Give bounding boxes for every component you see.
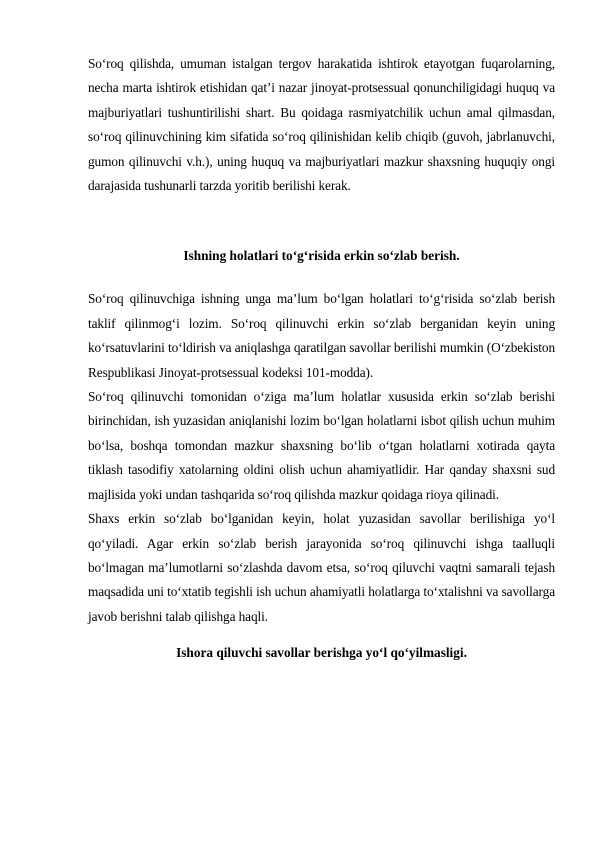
- paragraph-free-narration-offer: So‘roq qilinuvchiga ishning unga ma’lum bo‘lgan holatlari to‘g‘risida so‘zlab berish taklif qilinmog‘i lozim. So‘roq qilinuvchi erkin so‘zlab berganidan keyin uning ko‘rsatuvlarini to‘ldirish va aniqlashga qaratilgan savollar berilishi mumkin (O‘zbekiston Respublikasi Jinoyat-protsessual kodeksi 101-modda).: [88, 291, 555, 380]
- paragraph-questions-after-narration: Shaxs erkin so‘zlab bo‘lganidan keyin, holat yuzasidan savollar berilishiga yo‘l qo‘yiladi. Agar erkin so‘zlab berish jarayonida so‘roq qilinuvchi ishga taalluqli bo‘lmagan ma’lumotlarni so‘zlashda davom etsa, so‘roq qiluvchi vaqtni samarali tejash maqsadida uni to‘xtatib tegishli ish uchun ahamiyatli holatlarga to‘xtalishni va savollarga javob berishni talab qilishga haqli.: [88, 511, 555, 624]
- section-heading-leading-questions: Ishora qiluvchi savollar berishga yo‘l qo‘yilmasligi.: [176, 645, 467, 661]
- paragraph-free-narration-importance: So‘roq qilinuvchi tomonidan o‘ziga ma’lum holatlar xususida erkin so‘zlab berishi birinchidan, ish yuzasidan aniqlanishi lozim bo‘lgan holatlarni isbot qilish uchun muhim bo‘lsa, boshqa tomondan mazkur shaxsning bo‘lib o‘tgan holatlarni xotirada qayta tiklash tasodifiy xatolarning oldini olish uchun ahamiyatlidir. Har qanday shaxsni sud majlisida yoki undan tashqarida so‘roq qilishda mazkur qoidaga rioya qilinadi.: [88, 389, 555, 502]
- section-heading-free-narration: Ishning holatlari to‘g‘risida erkin so‘zlab berish.: [183, 248, 460, 264]
- paragraph-rights-explanation: So‘roq qilishda, umuman istalgan tergov harakatida ishtirok etayotgan fuqarolarning, necha marta ishtirok etishidan qat’i nazar jinoyat-protsessual qonunchiligidagi huquq va majburiyatlari tushuntirilishi shart. Bu qoidaga rasmiyatchilik uchun amal qilmasdan, so‘roq qilinuvchining kim sifatida so‘roq qilinishidan kelib chiqib (guvoh, jabrlanuvchi, gumon qilinuvchi v.h.), uning huquq va majburiyatlari mazkur shaxsning huquqiy ongi darajasida tushunarli tarzda yoritib berilishi kerak.: [88, 56, 555, 194]
- document-page: [88, 52, 555, 665]
